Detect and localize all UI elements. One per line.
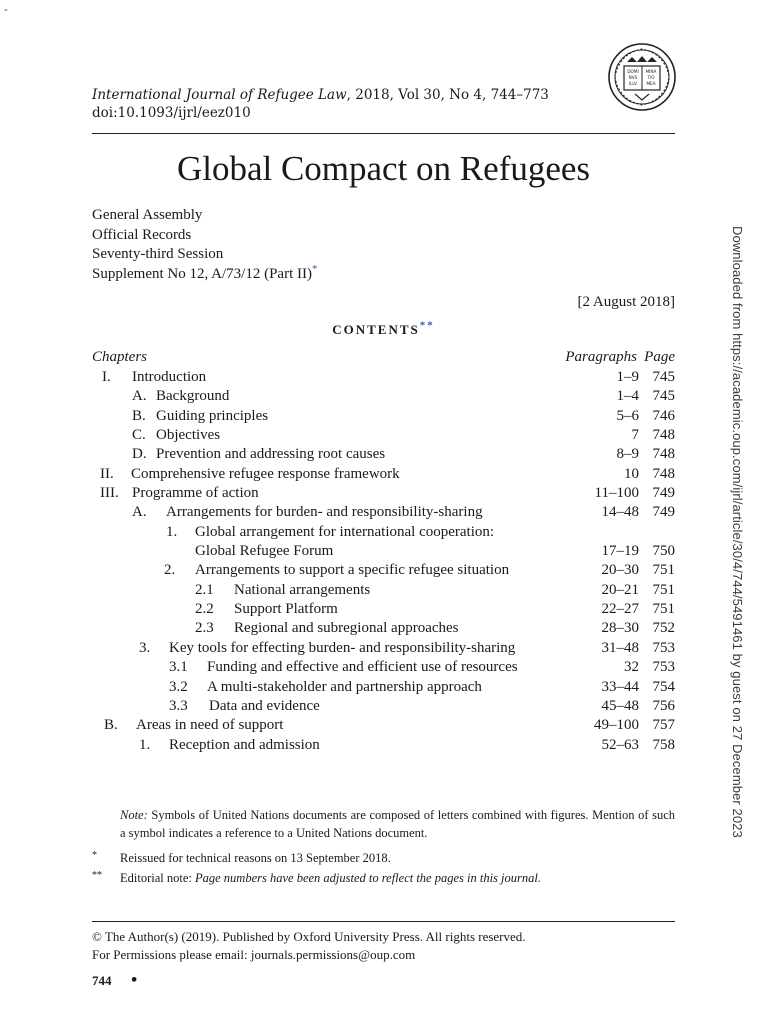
footnote-text-wrap [120, 869, 541, 887]
footnote-mark: * [92, 850, 97, 861]
toc-page: 745 [652, 388, 675, 405]
toc-number: 1. [139, 736, 151, 753]
toc-label: Key tools for effecting burden- and responsibility-sharing [169, 639, 516, 656]
toc-paragraphs: 45–48 [601, 697, 639, 714]
toc-page: 745 [652, 369, 675, 385]
toc-page: 751 [652, 562, 675, 579]
svg-text:TIO: TIO [647, 75, 655, 80]
toc-page: 756 [652, 697, 675, 714]
toc-number: 1. [166, 523, 178, 540]
toc-page: 749 [652, 504, 675, 521]
toc-number: C. [132, 427, 146, 444]
toc-label: Introduction [132, 369, 207, 385]
toc-label-continued: Global Refugee Forum [195, 543, 334, 560]
doc-line-session: Seventy-third Session [92, 246, 224, 262]
toc-label: Data and evidence [209, 697, 320, 714]
note-text: Symbols of United Nations documents are composed of letters combined with figures. Mention of such a symbol indicates a reference to a United Nations document. [120, 808, 675, 840]
toc-number: II. [100, 465, 114, 482]
toc-number: 3.3 [169, 697, 188, 714]
toc-paragraphs: 8–9 [616, 446, 639, 463]
svg-text:DOMI: DOMI [627, 69, 639, 74]
toc-paragraphs: 7 [631, 427, 639, 444]
toc-label: Guiding principles [156, 407, 269, 424]
toc-row[interactable] [92, 523, 675, 562]
toc-label: Global arrangement for international cooperation: [195, 523, 495, 540]
toc-paragraphs: 49–100 [594, 717, 639, 734]
doi-link[interactable]: doi:10.1093/ijrl/eez010 [92, 105, 251, 121]
toc-paragraphs: 10 [624, 465, 639, 482]
toc-paragraphs: 20–30 [601, 562, 639, 579]
toc-paragraphs: 22–27 [601, 601, 639, 618]
footnote-link-editorial[interactable]: ** [419, 319, 435, 332]
toc-row[interactable] [92, 426, 675, 445]
toc-page: 748 [652, 465, 675, 482]
toc-number: D. [132, 446, 147, 463]
toc-row[interactable] [92, 619, 675, 638]
toc-paragraphs: 52–63 [601, 736, 639, 753]
toc-paragraphs: 33–44 [601, 678, 639, 695]
toc-label: Areas in need of support [136, 717, 284, 734]
toc-paragraphs: 5–6 [616, 407, 639, 424]
toc-label: Objectives [156, 427, 221, 444]
toc-number: 2.3 [195, 620, 214, 637]
toc-row[interactable] [92, 503, 675, 522]
toc-label: Support Platform [234, 601, 338, 618]
toc-page: 752 [652, 620, 675, 637]
toc-row[interactable] [92, 387, 675, 406]
toc-paragraphs: 11–100 [594, 485, 639, 502]
col-chapters: Chapters [92, 349, 148, 365]
toc-number: 2. [164, 562, 176, 579]
toc-paragraphs: 28–30 [601, 620, 639, 637]
toc-label: Programme of action [132, 485, 259, 502]
toc-page: 757 [652, 717, 675, 734]
toc-number: 2.2 [195, 601, 214, 618]
toc-row[interactable] [92, 658, 675, 677]
table-of-contents [92, 348, 675, 755]
toc-label: National arrangements [234, 581, 371, 598]
toc-paragraphs: 32 [624, 659, 639, 676]
toc-label: A multi-stakeholder and partnership approach [207, 678, 482, 695]
toc-page: 753 [652, 639, 675, 656]
toc-page: 751 [652, 601, 675, 618]
page-number: 744 [92, 973, 112, 988]
toc-label: Background [156, 388, 230, 405]
col-paragraphs: Paragraphs [565, 349, 637, 365]
journal-volume: , 2018, Vol 30, No 4, 744–773 [346, 87, 549, 103]
toc-paragraphs: 20–21 [601, 581, 639, 598]
footnote-link-reissued[interactable]: * [311, 262, 318, 275]
footnote-italic-text: Page numbers have been adjusted to reflect the pages in this journal. [194, 871, 541, 885]
toc-paragraphs: 31–48 [601, 639, 639, 656]
footnote-mark: ** [92, 870, 102, 881]
toc-number: 3. [139, 639, 151, 656]
footnote-text: Reissued for technical reasons on 13 September 2018. [120, 851, 391, 865]
svg-text:NVS: NVS [628, 75, 638, 80]
toc-number: 3.2 [169, 678, 188, 695]
toc-number: 2.1 [195, 581, 214, 598]
toc-label: Prevention and addressing root causes [156, 446, 386, 463]
note-label: Note: [120, 808, 148, 822]
supplement-text: Supplement No 12, A/73/12 (Part II) [92, 265, 312, 282]
toc-row[interactable] [92, 581, 675, 600]
toc-page: 748 [652, 427, 675, 444]
toc-label: Funding and effective and efficient use of resources [207, 659, 518, 676]
contents-title: CONTENTS [332, 322, 420, 337]
toc-page: 754 [652, 678, 675, 695]
download-watermark[interactable]: Downloaded from https://academic.oup.com/ijrl/article/30/4/744/5491461 by guest on 27 December 2023 [730, 226, 745, 838]
page-bullet: • [130, 973, 139, 988]
footnote-text: Editorial note: [120, 871, 195, 885]
toc-row[interactable] [92, 561, 675, 580]
toc-header [92, 348, 675, 368]
toc-page: 748 [652, 446, 675, 463]
toc-row[interactable] [92, 465, 675, 484]
toc-label: Arrangements for burden- and responsibility-sharing [166, 504, 483, 521]
svg-text:MEA: MEA [646, 81, 656, 86]
toc-row[interactable] [92, 484, 675, 503]
toc-row[interactable] [92, 407, 675, 426]
toc-page: 758 [652, 736, 675, 753]
toc-number: A. [132, 388, 147, 405]
toc-page: 749 [652, 485, 675, 502]
toc-page: 750 [652, 543, 675, 560]
svg-text:MINA: MINA [645, 69, 657, 74]
toc-paragraphs: 17–19 [601, 543, 639, 560]
toc-row[interactable] [92, 368, 675, 387]
toc-row[interactable] [92, 697, 675, 716]
toc-number: 3.1 [169, 659, 188, 676]
toc-number: I. [102, 369, 111, 385]
contents-heading [92, 320, 675, 340]
toc-label: Comprehensive refugee response framework [131, 465, 400, 482]
toc-label: Arrangements to support a specific refugee situation [195, 562, 510, 579]
toc-page: 746 [652, 407, 675, 424]
header-rule [92, 133, 675, 134]
toc-page: 753 [652, 659, 675, 676]
document-info [92, 206, 572, 284]
toc-row[interactable] [92, 736, 675, 755]
document-note [120, 806, 675, 842]
svg-text:ILLV: ILLV [628, 81, 638, 86]
footer-rule [92, 921, 675, 922]
doc-line-records: Official Records [92, 226, 192, 243]
toc-row[interactable] [92, 639, 675, 658]
copyright-block [92, 928, 675, 964]
toc-number: B. [132, 407, 146, 424]
col-page: Page [644, 349, 675, 365]
toc-label: Reception and admission [169, 736, 320, 753]
toc-page: 751 [652, 581, 675, 598]
toc-row[interactable] [92, 445, 675, 464]
doc-line-supplement [92, 262, 572, 285]
toc-row[interactable] [92, 678, 675, 697]
journal-header [92, 86, 572, 122]
toc-row[interactable] [92, 716, 675, 735]
journal-name: International Journal of Refugee Law [92, 87, 347, 103]
toc-paragraphs: 1–4 [616, 388, 639, 405]
toc-number: III. [100, 485, 119, 502]
corner-mark: - [4, 3, 8, 16]
doc-line-assembly: General Assembly [92, 207, 203, 223]
copyright-line: © The Author(s) (2019). Published by Oxford University Press. All rights reserved. [92, 929, 526, 944]
toc-number: B. [104, 717, 118, 734]
toc-paragraphs: 1–9 [616, 369, 639, 385]
oxford-seal-icon [607, 42, 677, 112]
journal-citation [92, 86, 572, 104]
permissions-line[interactable]: For Permissions please email: journals.permissions@oup.com [92, 947, 416, 962]
toc-number: A. [132, 504, 147, 521]
toc-row[interactable] [92, 600, 675, 619]
page-title: Global Compact on Refugees [176, 149, 591, 188]
toc-label: Regional and subregional approaches [234, 620, 459, 637]
document-date: [2 August 2018] [577, 294, 675, 310]
toc-paragraphs: 14–48 [601, 504, 639, 521]
